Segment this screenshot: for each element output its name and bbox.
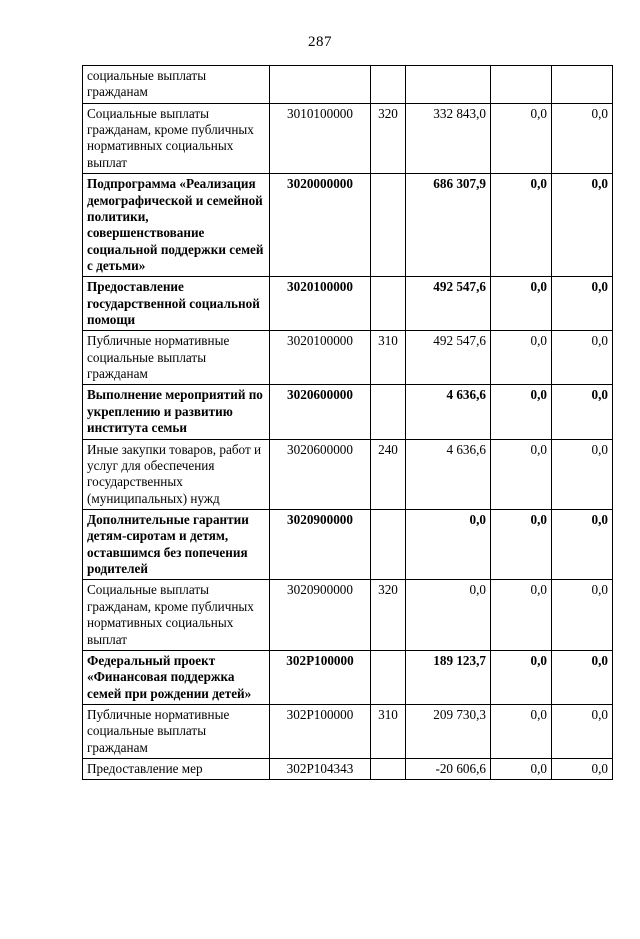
cell-code: 302Р100000 — [270, 704, 371, 758]
cell-amount-1: 492 547,6 — [406, 331, 491, 385]
cell-expense-kind — [371, 385, 406, 439]
cell-expense-kind — [371, 66, 406, 104]
cell-name: Социальные выплаты гражданам, кроме публичных нормативных социальных выплат — [83, 103, 270, 173]
cell-expense-kind: 320 — [371, 580, 406, 650]
cell-amount-2: 0,0 — [491, 580, 552, 650]
cell-name: Подпрограмма «Реализация демографической и семейной политики, совершенствование социальной поддержки семей с детьми» — [83, 174, 270, 277]
cell-amount-1: 4 636,6 — [406, 385, 491, 439]
cell-amount-3: 0,0 — [552, 439, 613, 509]
cell-name: Публичные нормативные социальные выплаты гражданам — [83, 704, 270, 758]
budget-table — [82, 65, 613, 780]
cell-amount-2: 0,0 — [491, 439, 552, 509]
cell-code: 302Р104343 — [270, 759, 371, 780]
cell-amount-2: 0,0 — [491, 385, 552, 439]
cell-code: 3010100000 — [270, 103, 371, 173]
cell-expense-kind: 320 — [371, 103, 406, 173]
cell-amount-2: 0,0 — [491, 759, 552, 780]
cell-amount-2 — [491, 66, 552, 104]
cell-amount-1: 0,0 — [406, 509, 491, 579]
page-number: 287 — [308, 34, 332, 50]
table-row — [83, 103, 613, 173]
cell-name: Социальные выплаты гражданам, кроме публичных нормативных социальных выплат — [83, 580, 270, 650]
table-row — [83, 277, 613, 331]
cell-amount-2: 0,0 — [491, 704, 552, 758]
table-row — [83, 439, 613, 509]
cell-amount-2: 0,0 — [491, 650, 552, 704]
cell-amount-1: 4 636,6 — [406, 439, 491, 509]
table-row — [83, 759, 613, 780]
cell-amount-3: 0,0 — [552, 650, 613, 704]
cell-amount-1: 332 843,0 — [406, 103, 491, 173]
table-row — [83, 385, 613, 439]
cell-name: Федеральный проект «Финансовая поддержка семей при рождении детей» — [83, 650, 270, 704]
cell-amount-3: 0,0 — [552, 759, 613, 780]
cell-expense-kind: 310 — [371, 331, 406, 385]
cell-name: Выполнение мероприятий по укреплению и развитию института семьи — [83, 385, 270, 439]
cell-name: Публичные нормативные социальные выплаты гражданам — [83, 331, 270, 385]
cell-expense-kind: 310 — [371, 704, 406, 758]
cell-amount-3: 0,0 — [552, 580, 613, 650]
budget-table-body — [83, 66, 613, 780]
cell-code: 3020900000 — [270, 509, 371, 579]
cell-expense-kind: 240 — [371, 439, 406, 509]
cell-amount-3: 0,0 — [552, 277, 613, 331]
cell-amount-1: 492 547,6 — [406, 277, 491, 331]
cell-code: 3020100000 — [270, 277, 371, 331]
cell-code: 3020900000 — [270, 580, 371, 650]
cell-amount-1: 209 730,3 — [406, 704, 491, 758]
cell-amount-1 — [406, 66, 491, 104]
cell-expense-kind — [371, 759, 406, 780]
cell-expense-kind — [371, 509, 406, 579]
cell-expense-kind — [371, 650, 406, 704]
cell-amount-2: 0,0 — [491, 174, 552, 277]
cell-amount-1: 686 307,9 — [406, 174, 491, 277]
table-row — [83, 66, 613, 104]
document-page — [0, 34, 640, 939]
cell-name: Дополнительные гарантии детям-сиротам и детям, оставшимся без попечения родителей — [83, 509, 270, 579]
cell-name: Предоставление мер — [83, 759, 270, 780]
cell-amount-2: 0,0 — [491, 509, 552, 579]
cell-code: 3020600000 — [270, 439, 371, 509]
cell-name: социальные выплаты гражданам — [83, 66, 270, 104]
cell-amount-3: 0,0 — [552, 103, 613, 173]
cell-expense-kind — [371, 174, 406, 277]
cell-expense-kind — [371, 277, 406, 331]
cell-amount-2: 0,0 — [491, 277, 552, 331]
table-row — [83, 331, 613, 385]
cell-code: 3020100000 — [270, 331, 371, 385]
budget-table-container — [82, 65, 612, 780]
cell-code: 3020600000 — [270, 385, 371, 439]
cell-amount-1: 0,0 — [406, 580, 491, 650]
table-row — [83, 704, 613, 758]
cell-code: 302Р100000 — [270, 650, 371, 704]
cell-amount-3: 0,0 — [552, 385, 613, 439]
cell-amount-3: 0,0 — [552, 174, 613, 277]
table-row — [83, 174, 613, 277]
cell-code: 3020000000 — [270, 174, 371, 277]
table-row — [83, 509, 613, 579]
cell-name: Предоставление государственной социальной помощи — [83, 277, 270, 331]
cell-amount-2: 0,0 — [491, 331, 552, 385]
cell-amount-1: 189 123,7 — [406, 650, 491, 704]
cell-amount-1: -20 606,6 — [406, 759, 491, 780]
cell-name: Иные закупки товаров, работ и услуг для обеспечения государственных (муниципальных) нужд — [83, 439, 270, 509]
cell-code — [270, 66, 371, 104]
cell-amount-3: 0,0 — [552, 704, 613, 758]
table-row — [83, 650, 613, 704]
cell-amount-3 — [552, 66, 613, 104]
cell-amount-3: 0,0 — [552, 331, 613, 385]
cell-amount-2: 0,0 — [491, 103, 552, 173]
cell-amount-3: 0,0 — [552, 509, 613, 579]
table-row — [83, 580, 613, 650]
